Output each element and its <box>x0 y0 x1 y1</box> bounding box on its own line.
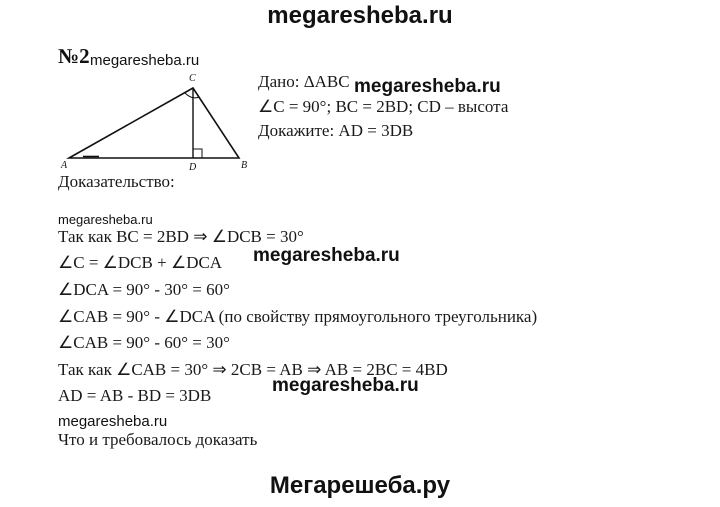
point-label-c: C <box>189 73 196 84</box>
triangle-abc <box>69 88 239 158</box>
watermark-before-proof: megaresheba.ru <box>58 212 153 227</box>
proof-heading: Доказательство: <box>58 172 175 191</box>
proof-line-2: ∠C = ∠DCB + ∠DCA <box>58 253 223 272</box>
point-label-d: D <box>189 162 197 170</box>
proof-line-5: ∠CAB = 90° - 60° = 30° <box>58 333 230 352</box>
given-line-2: ∠C = 90°; BC = 2BD; CD – высота <box>258 97 509 116</box>
given-line-3: Докажите: AD = 3DB <box>258 121 414 140</box>
conclusion: Что и требовалось доказать <box>58 430 258 449</box>
watermark-top: megaresheba.ru <box>267 2 453 29</box>
proof-line-7: AD = AB - BD = 3DB <box>58 386 212 405</box>
proof-line-1: Так как BC = 2BD ⇒ ∠DCB = 30° <box>58 227 304 246</box>
given-line-1: Дано: ΔABC <box>258 72 350 91</box>
right-angle-mark <box>193 149 202 158</box>
watermark-proof-lower: megaresheba.ru <box>272 375 419 396</box>
watermark-given: megaresheba.ru <box>354 76 501 97</box>
watermark-before-conclusion: megaresheba.ru <box>58 413 168 430</box>
point-label-b: B <box>241 160 248 170</box>
problem-number: №2 <box>58 44 90 68</box>
proof-line-4: ∠CAB = 90° - ∠DCA (по свойству прямоугольного треугольника) <box>58 307 538 326</box>
watermark-proof-mid: megaresheba.ru <box>253 245 400 266</box>
watermark-bottom: Мегарешеба.ру <box>269 472 451 499</box>
point-label-a: A <box>61 160 68 170</box>
triangle-figure <box>55 70 255 170</box>
watermark-near-number: megaresheba.ru <box>90 52 200 69</box>
proof-line-6: Так как ∠CAB = 30° ⇒ 2CB = AB ⇒ AB = 2BC = 4BD <box>58 360 448 379</box>
proof-line-3: ∠DCA = 90° - 30° = 60° <box>58 280 230 299</box>
